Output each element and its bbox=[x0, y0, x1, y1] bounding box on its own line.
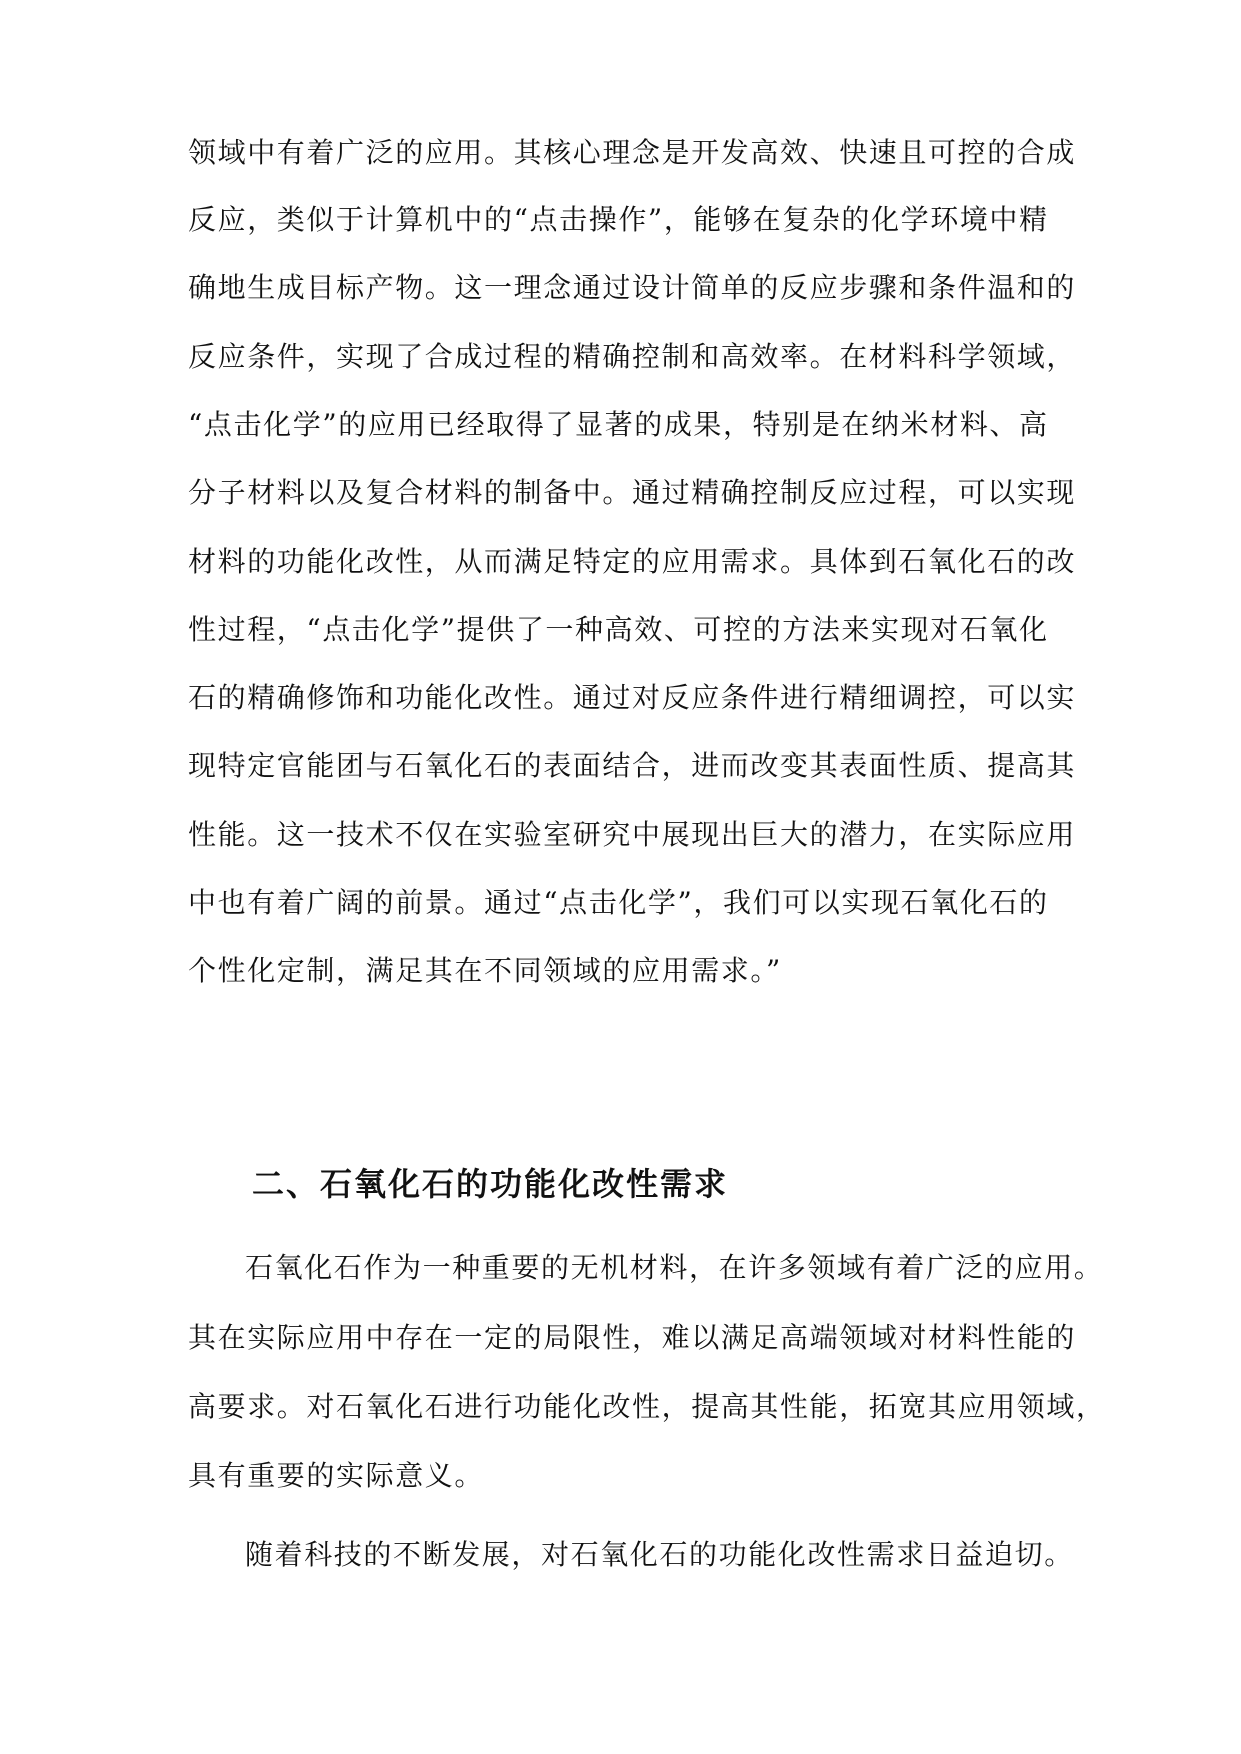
paragraph-1-line-6: 分子材料以及复合材料的制备中。通过精确控制反应过程，可以实现 bbox=[188, 476, 1077, 509]
paragraph-1-line-5: “点击化学”的应用已经取得了显著的成果，特别是在纳米材料、高 bbox=[188, 408, 1049, 441]
paragraph-3-line-1: 随着科技的不断发展，对石氧化石的功能化改性需求日益迫切。 bbox=[245, 1538, 1074, 1571]
paragraph-1-line-3: 确地生成目标产物。这一理念通过设计简单的反应步骤和条件温和的 bbox=[188, 271, 1077, 304]
paragraph-2-line-3: 高要求。对石氧化石进行功能化改性，提高其性能，拓宽其应用领域， bbox=[188, 1390, 1106, 1423]
paragraph-1-line-2: 反应，类似于计算机中的“点击操作”，能够在复杂的化学环境中精 bbox=[188, 203, 1049, 236]
paragraph-1-line-8: 性过程，“点击化学”提供了一种高效、可控的方法来实现对石氧化 bbox=[188, 613, 1049, 646]
paragraph-1-line-4: 反应条件，实现了合成过程的精确控制和高效率。在材料科学领域， bbox=[188, 340, 1077, 373]
paragraph-1-line-9: 石的精确修饰和功能化改性。通过对反应条件进行精细调控，可以实 bbox=[188, 681, 1077, 714]
paragraph-2-line-4: 具有重要的实际意义。 bbox=[188, 1459, 485, 1492]
paragraph-1-line-1: 领域中有着广泛的应用。其核心理念是开发高效、快速且可控的合成 bbox=[188, 136, 1077, 169]
paragraph-1-line-12: 中也有着广阔的前景。通过“点击化学”，我们可以实现石氧化石的 bbox=[188, 886, 1049, 919]
section-heading: 二、石氧化石的功能化改性需求 bbox=[252, 1165, 729, 1203]
paragraph-2-line-2: 其在实际应用中存在一定的局限性，难以满足高端领域对材料性能的 bbox=[188, 1321, 1077, 1354]
paragraph-1-line-11: 性能。这一技术不仅在实验室研究中展现出巨大的潜力，在实际应用 bbox=[188, 818, 1077, 851]
paragraph-1-line-10: 现特定官能团与石氧化石的表面结合，进而改变其表面性质、提高其 bbox=[188, 749, 1077, 782]
paragraph-1-line-13: 个性化定制，满足其在不同领域的应用需求。” bbox=[188, 954, 782, 987]
paragraph-2-line-1: 石氧化石作为一种重要的无机材料，在许多领域有着广泛的应用。 bbox=[245, 1251, 1104, 1284]
paragraph-1-line-7: 材料的功能化改性，从而满足特定的应用需求。具体到石氧化石的改 bbox=[188, 545, 1077, 578]
